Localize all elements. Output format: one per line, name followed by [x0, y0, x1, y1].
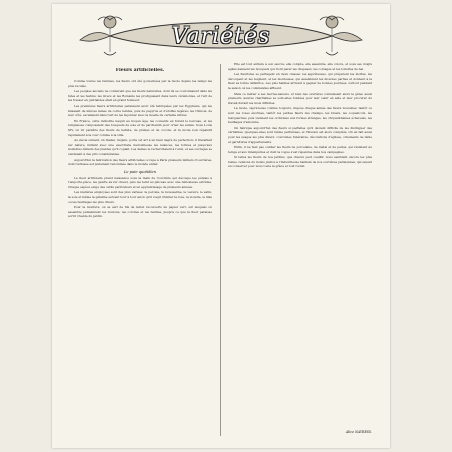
paragraph: Les premières fleurs artificielles paraissent avoir été fabriquées par les Égyptiens, qui les faisaient de minces lames de corne teintes, puis de papyrus et d'étoffes légères; les Chinois, de leur côté, excellaient dans l'art de les façonner avec la moelle de certains arbres.: [68, 103, 212, 118]
paragraph: Elle est tout entière à son œuvre; elle compte, elle assemble, elle colore, et sous ses doigts agiles naissent les bouquets qui iront parer les chapeaux, les corsages et les toilettes de bal.: [228, 62, 372, 71]
section-title: Variétés: [171, 24, 271, 49]
paragraph: Pour la monture, on se sert de fils de laiton recouverts de papier vert, sur lesquels on assemble patiemment les boutons, les corolles et les feuilles, jusqu'à ce que la fleur paraisse sortir vivante du jardin.: [68, 205, 212, 219]
paragraph: Les matières employées sont des plus variées: la percale, la mousseline, le velours, le satin, la soie et même la gélatine servent tour à tour selon qu'il s'agit d'imiter la rose, la violette, le lilas ou les feuillages les plus divers.: [68, 190, 212, 204]
column-left: [68, 68, 212, 438]
column-right: [228, 62, 372, 438]
paragraph: Les peuples anciens ne connurent que les fleurs naturelles, dont ils se couronnaient dans les fêtes et les festins; les Grecs et les Romains les prodiguaient dans leurs cérémonies, et l'art de les tresser en guirlandes était en grand honneur.: [68, 89, 212, 103]
article-subheading: Le pain quotidien: [124, 169, 156, 174]
paragraph: Comme toutes les femmes, les fleurs ont été gouvernées par la mode depuis les temps les plus reculés.: [68, 79, 212, 88]
paragraph: La mode, capricieuse comme toujours, impose chaque année des fleurs nouvelles: tantôt ce sont les roses énormes, tantôt les petites fleurs des champs, les bluets, les coquelicots, les marguerites; puis viennent les orchidées aux formes étranges, les chrysanthèmes échevelés, les feuillages d'automne.: [228, 106, 372, 125]
author-signature: Alice NAYRESS.: [345, 430, 372, 434]
paragraph: En France, cette industrie naquit au moyen âge; les couvents en furent le berceau, et les religieuses composaient des bouquets de soie et de parchemin pour orner les autels. Sous Louis XIV, on vit paraître des fleurs de batiste, de plumes et de cocons, et la mode s'en répandit rapidement à la cour comme à la ville.: [68, 118, 212, 137]
paragraph: Enfin, il ne faut pas oublier les fleurs de porcelaine, de métal et de perles, qui résistent au temps et aux intempéries et dont la vogue s'est répandue dans nos campagnes.: [228, 145, 372, 154]
newspaper-page: [52, 4, 390, 448]
paragraph: Au siècle suivant, un Italien, Séguin, porta cet art à un haut degré de perfection; il travaillait sur nature, imitant avec une exactitude merveilleuse les nuances, les formes et jusqu'aux moindres défauts des plantes qu'il copiait. Les dames le recherchaient à l'envi, et ses ouvrages se vendaient à des prix considérables.: [68, 138, 212, 156]
paragraph: La fleur artificielle prend naissance sous la main de l'ouvrière qui découpe les pétales à l'emporte-pièce, les gaufre au fer chaud, puis les teint au pinceau avec une délicatesse extrême. Chaque espèce exige des outils particuliers et un apprentissage de plusieurs années.: [68, 175, 212, 189]
paragraph: Les fleuristes se partagent en deux classes: les apprêteuses, qui préparent les étoffes, les découpent et les teignent, et les monteuses, qui assemblent les diverses parties et donnent à la fleur sa forme définitive. Les plus habiles arrivent à gagner de bonnes journées, surtout pendant la saison où les commandes affluent.: [228, 72, 372, 90]
paragraph: Mais ce métier a ses mortes-saisons, et bien des ouvrières connaissent alors la gêne; aussi plusieurs œuvres charitables se sont-elles fondées pour leur venir en aide et leur procurer du travail durant les mois difficiles.: [228, 91, 372, 105]
column-divider: [220, 64, 221, 436]
article-title: Fleurs artificielles.: [115, 68, 165, 73]
decorative-banner: [70, 12, 372, 62]
paragraph: On fabrique aujourd'hui des fleurs si parfaites qu'il devient difficile de les distinguer des véritables; quelques-unes sont même parfumées, et l'illusion est alors complète. On en fait aussi pour les usages les plus divers: couronnes funéraires, décorations d'églises, ornements de table et garnitures d'appartements.: [228, 125, 372, 144]
paragraph: Si telles les fleurs de nos jardins, que chacun peut cueillir, nous semblent encore les plus belles, rendons du moins justice à l'industrieuse habileté de nos ouvrières parisiennes, qui savent en conserver pour nous toute la grâce et tout l'éclat.: [228, 155, 372, 169]
paragraph: Aujourd'hui la fabrication des fleurs artificielles occupe à Paris plusieurs milliers d'ouvrières, dont l'adresse est justement renommée dans le monde entier.: [68, 157, 212, 167]
